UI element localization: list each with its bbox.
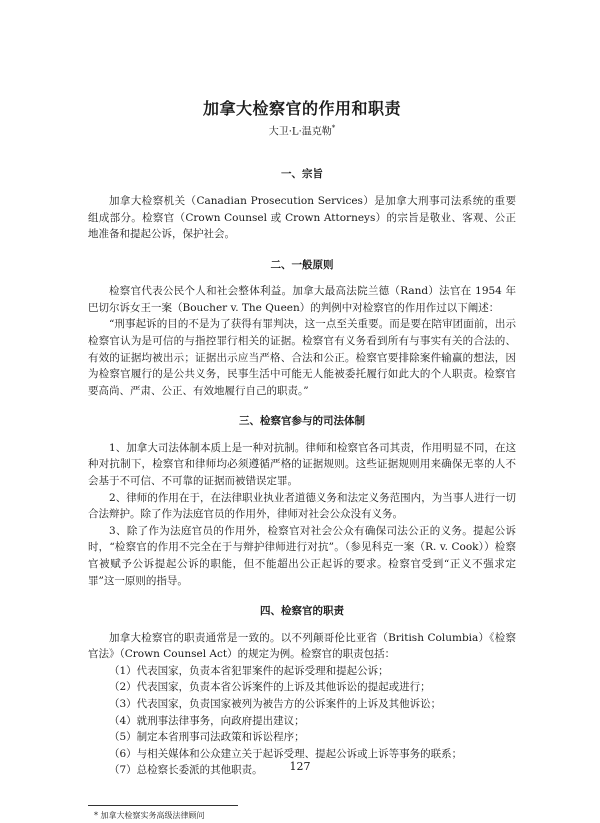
paragraph: 加拿大检察机关（Canadian Prosecution Services）是加拿大刑事司法系统的重要组成部分。检察官（Crown Counsel 或 Crown Attorneys）的宗旨是敬业、客观、公正地准备和提起公诉，保护社会。	[88, 194, 516, 241]
list-item: （2）代表国家，负责本省公诉案件的上诉及其他诉讼的提起或进行；	[109, 681, 431, 694]
list-item: （3）代表国家，负责国家被列为被告方的公诉案件的上诉及其他诉讼；	[109, 698, 442, 710]
author-footnote-mark: *	[331, 124, 336, 133]
quoted-paragraph: “刑事起诉的目的不是为了获得有罪判决，这一点至关重要。而是要在陪审团面前，出示检察官认为是可信的与指控罪行相关的证据。检察官有义务看到所有与事实有关的合法的、有效的证据均被出示；证据出示应当严格、合法和公正。检察官要排除案件输赢的想法，因为检察官履行的是公共义务，民事生活中可能无人能被委托履行如此大的个人职责。检察官要高尚、严肃、公正、有效地履行自己的职责。”	[88, 318, 516, 397]
section-general-principles	[88, 257, 516, 400]
author-line	[88, 123, 516, 140]
footnote: * 加拿大检察实务高级法律顾问	[94, 810, 205, 820]
article-title: 加拿大检察官的作用和职责	[202, 99, 401, 118]
list-item: （4）就刑事法律事务，向政府提出建议；	[109, 714, 305, 727]
paragraph: 加拿大检察官的职责通常是一致的。以不列颠哥伦比亚省（British Columbia）《检察官法》（Crown Counsel Act）的规定为例。检察官的职责包括：	[88, 631, 516, 661]
section-purpose	[88, 166, 516, 242]
section-heading: 二、一般原则	[270, 258, 334, 271]
section-heading: 一、宗旨	[281, 168, 323, 181]
list-item: （6）与相关媒体和公众建立关于起诉受理、提起公诉或上诉等事务的联系；	[109, 747, 463, 760]
section-duties	[88, 603, 516, 779]
author-name: 大卫·L·温克勒	[268, 126, 332, 138]
paragraph: 1、加拿大司法体制本质上是一种对抗制。律师和检察官各司其责，作用明显不同，在这种对抗制下，检察官和律师均必须遵循严格的证据规则。这些证据规则用来确保无辜的人不会基于不可信、不可靠的证据而被错误定罪。	[88, 441, 516, 488]
paragraph: 2、律师的作用在于，在法律职业执业者道德义务和法定义务范围内，为当事人进行一切合法辩护。除了作为法庭官员的作用外，律师对社会公众没有义务。	[88, 491, 516, 521]
section-heading: 三、检察官参与的司法体制	[239, 415, 365, 428]
list-item: （5）制定本省刑事司法政策和诉讼程序；	[109, 731, 305, 744]
section-heading: 四、检察官的职责	[260, 605, 344, 618]
section-judicial-system	[88, 413, 516, 589]
list-item: （1）代表国家，负责本省犯罪案件的起诉受理和提起公诉；	[109, 664, 389, 677]
page-number: 127	[289, 760, 311, 773]
list-item: （7）总检察长委派的其他职责。	[109, 764, 263, 777]
paragraph: 检察官代表公民个人和社会整体利益。加拿大最高法院兰德（Rand）法官在 1954 年巴切尔诉女王一案（Boucher v. The Queen）的判例中对检察官的作用作过以下阐述：	[88, 285, 516, 314]
footnote-divider	[88, 805, 238, 806]
paragraph: 3、除了作为法庭官员的作用外，检察官对社会公众有确保司法公正的义务。提起公诉时，“检察官的作用不完全在于与辩护律师进行对抗”。（参见科克一案（R. v. Cook））检察官被赋予公诉提起公诉的职能，但不能超出公正起诉的要求。检察官受到“正义不强求定罪”这一原则的指导。	[88, 524, 516, 587]
